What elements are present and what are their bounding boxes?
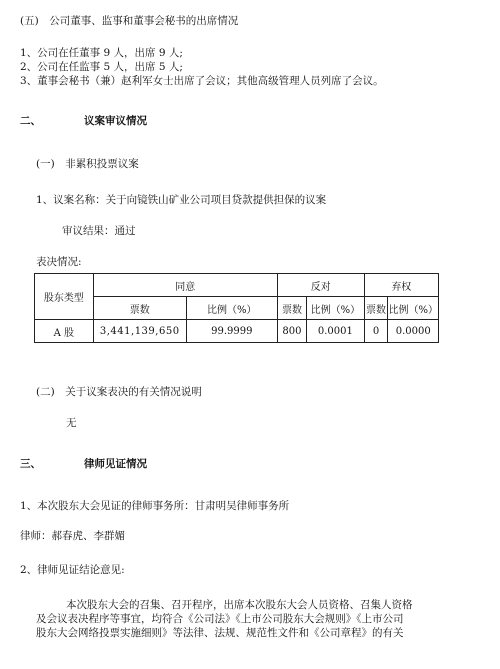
group-header-approve: 同意 bbox=[93, 274, 277, 297]
section-3-number: 三、 bbox=[20, 458, 41, 470]
subsection-2-body: 无 bbox=[66, 417, 77, 429]
abstain-ratio: 0.0000 bbox=[388, 320, 439, 343]
section-2-heading: 议案审议情况 bbox=[84, 115, 147, 127]
oppose-votes: 800 bbox=[277, 320, 306, 343]
voting-table-intro: 表决情况: bbox=[36, 256, 82, 268]
lawyers: 律师：郝春虎、李群媚 bbox=[20, 530, 125, 542]
subheader-votes: 票数 bbox=[364, 297, 388, 320]
attendance-item-directors: 1、公司在任董事 9 人，出席 9 人; bbox=[20, 47, 183, 59]
subheader-ratio: 比例（%） bbox=[388, 297, 439, 320]
approve-votes: 3,441,139,650 bbox=[93, 320, 186, 343]
subheader-votes: 票数 bbox=[277, 297, 306, 320]
opinion-paragraph-line: 股东大会网络投票实施细则》等法律、法规、规范性文件和《公司章程》的有关 bbox=[36, 627, 404, 639]
subheader-ratio: 比例（%） bbox=[307, 297, 364, 320]
table-header-row bbox=[35, 274, 439, 297]
group-header-abstain: 弃权 bbox=[364, 274, 438, 297]
abstain-votes: 0 bbox=[364, 320, 388, 343]
oppose-ratio: 0.0001 bbox=[307, 320, 364, 343]
subsection-2-heading: (二) 关于议案表决的有关情况说明 bbox=[36, 386, 202, 398]
opinion-paragraph-line: 本次股东大会的召集、召开程序，出席本次股东大会人员资格、召集人资格 bbox=[66, 599, 413, 611]
shareholder-type-header: 股东类型 bbox=[35, 274, 94, 320]
subheader-votes: 票数 bbox=[93, 297, 186, 320]
attendance-item-supervisors: 2、公司在任监事 5 人，出席 5 人; bbox=[20, 61, 183, 73]
table-row bbox=[35, 320, 439, 343]
opinion-title: 2、律师见证结论意见: bbox=[20, 564, 125, 576]
group-header-oppose: 反对 bbox=[277, 274, 364, 297]
row-shareholder-type: A 股 bbox=[35, 320, 94, 343]
subsection-1-heading: (一) 非累积投票议案 bbox=[36, 158, 139, 170]
motion-result: 审议结果：通过 bbox=[62, 225, 136, 237]
section-2-number: 二、 bbox=[20, 115, 41, 127]
approve-ratio: 99.9999 bbox=[186, 320, 277, 343]
law-firm: 1、本次股东大会见证的律师事务所：甘肃明吴律师事务所 bbox=[20, 500, 290, 512]
section-3-heading: 律师见证情况 bbox=[84, 458, 147, 470]
subheader-ratio: 比例（%） bbox=[186, 297, 277, 320]
opinion-paragraph-line: 及会议表决程序等事宜，均符合《公司法》《上市公司股东大会规则》《上市公司 bbox=[36, 613, 404, 625]
section-5-heading: (五) 公司董事、监事和董事会秘书的出席情况 bbox=[20, 15, 239, 27]
table-subheader-row bbox=[35, 297, 439, 320]
voting-table bbox=[34, 273, 439, 343]
attendance-item-secretary: 3、董事会秘书（兼）赵利军女士出席了会议；其他高级管理人员列席了会议。 bbox=[20, 75, 384, 87]
motion-name: 1、议案名称：关于向镜铁山矿业公司项目贷款提供担保的议案 bbox=[36, 194, 327, 206]
